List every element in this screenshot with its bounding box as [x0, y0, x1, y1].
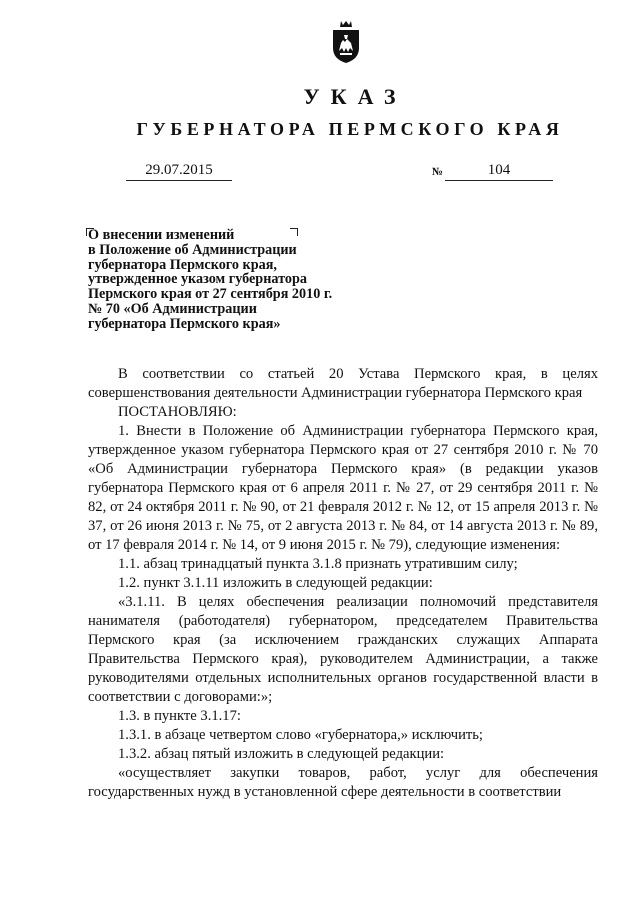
paragraph-1-1: 1.1. абзац тринадцатый пункта 3.1.8 признать утратившим силу; [118, 556, 518, 572]
paragraph-3-1-11: «3.1.11. В целях обеспечения реализации полномочий представителя нанимателя (работодателя) губернатором, председателем Правительства Пермского края (за исключением гражданских служащих Аппарата Правительства Пермского края), руководителем Администрации, а также руководителями отдельных исполнительных органов государственной власти в соответствии с договорами:»; [88, 594, 598, 705]
subject-line: губернатора Пермского края» [88, 315, 281, 332]
document-number: 104 [445, 162, 553, 181]
paragraph-1-3: 1.3. в пункте 3.1.17: [118, 708, 241, 724]
paragraph-1-3-2: 1.3.2. абзац пятый изложить в следующей редакции: [118, 746, 445, 762]
paragraph-quoted-text: «осуществляет закупки товаров, работ, услуг для обеспечения государственных нужд в установленной сфере деятельности в соответствии [88, 765, 598, 800]
subject-line: губернатора Пермского края, [88, 256, 277, 273]
paragraph-1-3-1: 1.3.1. в абзаце четвертом слово «губернатора,» исключить; [118, 727, 483, 743]
document-title: УКАЗ [303, 84, 407, 109]
resolution-word: ПОСТАНОВЛЯЮ: [118, 404, 237, 420]
paragraph-1: 1. Внести в Положение об Администрации губернатора Пермского края, утвержденное указом губернатора Пермского края от 27 сентября 2010 г. № 70 «Об Администрации губернатора Пермского края» (в редакции указов губернатора Пермского края от 6 апреля 2011 г. № 27, от 29 сентября 2011 г. № 82, от 24 октября 2011 г. № 90, от 21 февраля 2012 г. № 12, от 15 апреля 2013 г. № 37, от 26 июня 2013 г. № 75, от 2 августа 2013 г. № 84, от 14 августа 2013 г. № 89, от 17 февраля 2014 г. № 14, от 9 июня 2015 г. № 79), следующие изменения: [88, 423, 598, 553]
document-date: 29.07.2015 [126, 162, 232, 181]
subject-block [88, 228, 358, 332]
subject-line: Пермского края от 27 сентября 2010 г. [88, 286, 333, 303]
preamble-paragraph: В соответствии со статьей 20 Устава Пермского края, в целях совершенствования деятельности Администрации губернатора Пермского края [88, 366, 598, 401]
subject-line: О внесении изменений [88, 227, 235, 243]
subject-line: в Положение об Администрации [88, 241, 297, 258]
paragraph-1-2: 1.2. пункт 3.1.11 изложить в следующей редакции: [118, 575, 433, 591]
document-subtitle: ГУБЕРНАТОРА ПЕРМСКОГО КРАЯ [136, 119, 564, 139]
subject-line: утвержденное указом губернатора [88, 271, 307, 288]
subject-line: № 70 «Об Администрации [88, 300, 257, 317]
perm-krai-coat-of-arms-icon [330, 18, 362, 64]
number-label: № [432, 166, 444, 178]
document-body [88, 365, 598, 802]
